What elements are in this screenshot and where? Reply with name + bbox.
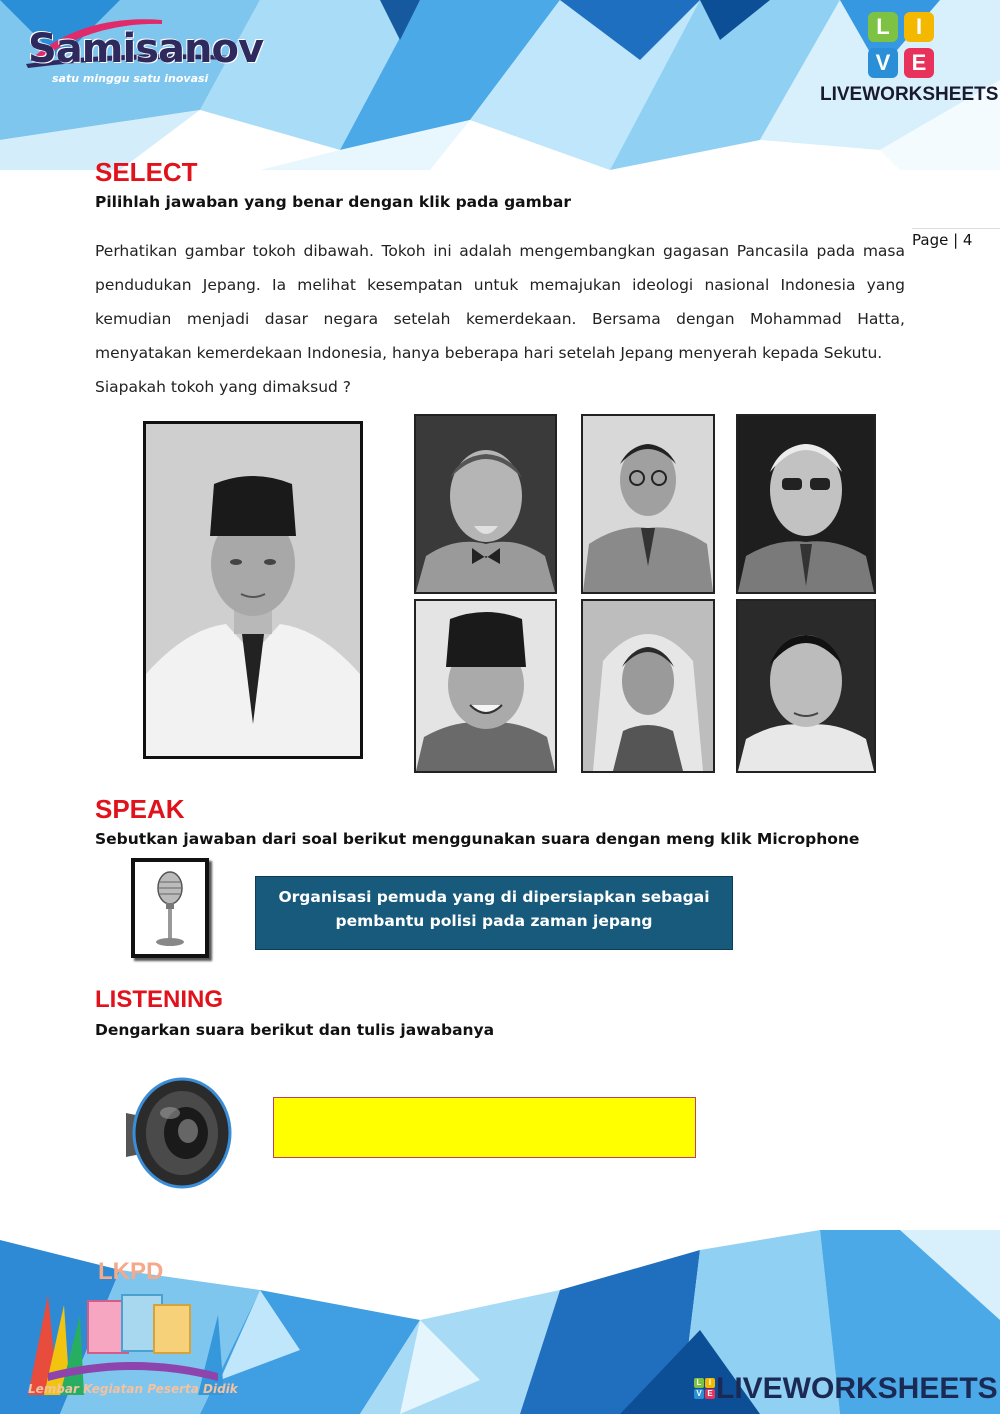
listening-answer-input[interactable] xyxy=(273,1097,696,1158)
question-ask: Siapakah tokoh yang dimaksud ? xyxy=(95,378,352,396)
listening-section-title: LISTENING xyxy=(95,986,224,1013)
lkpd-title: LKPD xyxy=(98,1258,164,1285)
question-text: Perhatikan gambar tokoh dibawah. Tokoh ini adalah mengembangkan gagasan Pancasila pada masa pendudukan Jepang. Ia melihat kesempatan untuk memajukan ideologi nasional Indonesia yang kemudian menjadi dasar negara setelah kemerdekaan. Bersama dengan Mohammad Hatta, menyatakan kemerdekaan Indonesia, hanya beberapa hari setelah Jepang menyerah kepada Sekutu. xyxy=(95,242,905,362)
speak-instruction: Sebutkan jawaban dari soal berikut menggunakan suara dengan meng klik Microphone xyxy=(95,830,860,848)
liveworksheets-wordmark: LIVEWORKSHEETS xyxy=(820,84,999,105)
liveworksheets-logo xyxy=(868,12,938,82)
speak-section-title: SPEAK xyxy=(95,794,185,824)
speak-prompt-box: Organisasi pemuda yang di dipersiapkan sebagai pembantu polisi pada zaman jepang xyxy=(255,876,733,950)
brand-tagline: satu minggu satu inovasi xyxy=(52,72,209,85)
microphone-icon xyxy=(135,862,205,954)
footer-live-tile-i: I xyxy=(705,1378,715,1388)
speaker-icon xyxy=(116,1073,238,1191)
option-portrait-5[interactable] xyxy=(581,599,715,773)
page-number: Page | 4 xyxy=(912,228,1000,249)
live-tile-v: V xyxy=(868,48,898,78)
lkpd-caption: Lembar Kegiatan Peserta Didik xyxy=(28,1382,238,1396)
brand-name: Samisanov xyxy=(28,26,264,72)
select-question xyxy=(95,234,905,404)
microphone-button[interactable] xyxy=(131,858,209,958)
select-instruction: Pilihlah jawaban yang benar dengan klik pada gambar xyxy=(95,193,571,211)
select-section-title: SELECT xyxy=(95,157,198,187)
footer-live-tile-l: L xyxy=(694,1378,704,1388)
footer-liveworksheets-wordmark: LIVEWORKSHEETS xyxy=(716,1372,998,1405)
main-portrait-image xyxy=(143,421,363,759)
live-tile-i: I xyxy=(904,12,934,42)
footer-live-tile-v: V xyxy=(694,1389,704,1399)
live-tile-l: L xyxy=(868,12,898,42)
option-portrait-3[interactable] xyxy=(736,414,876,594)
option-portrait-6[interactable] xyxy=(736,599,876,773)
samisanov-logo xyxy=(22,12,264,92)
option-portrait-1[interactable] xyxy=(414,414,557,594)
listening-instruction: Dengarkan suara berikut dan tulis jawabanya xyxy=(95,1021,495,1039)
live-tile-e: E xyxy=(904,48,934,78)
option-portrait-4[interactable] xyxy=(414,599,557,773)
option-portrait-2[interactable] xyxy=(581,414,715,594)
footer-live-tile-e: E xyxy=(705,1389,715,1399)
speaker-play-button[interactable] xyxy=(116,1073,238,1191)
